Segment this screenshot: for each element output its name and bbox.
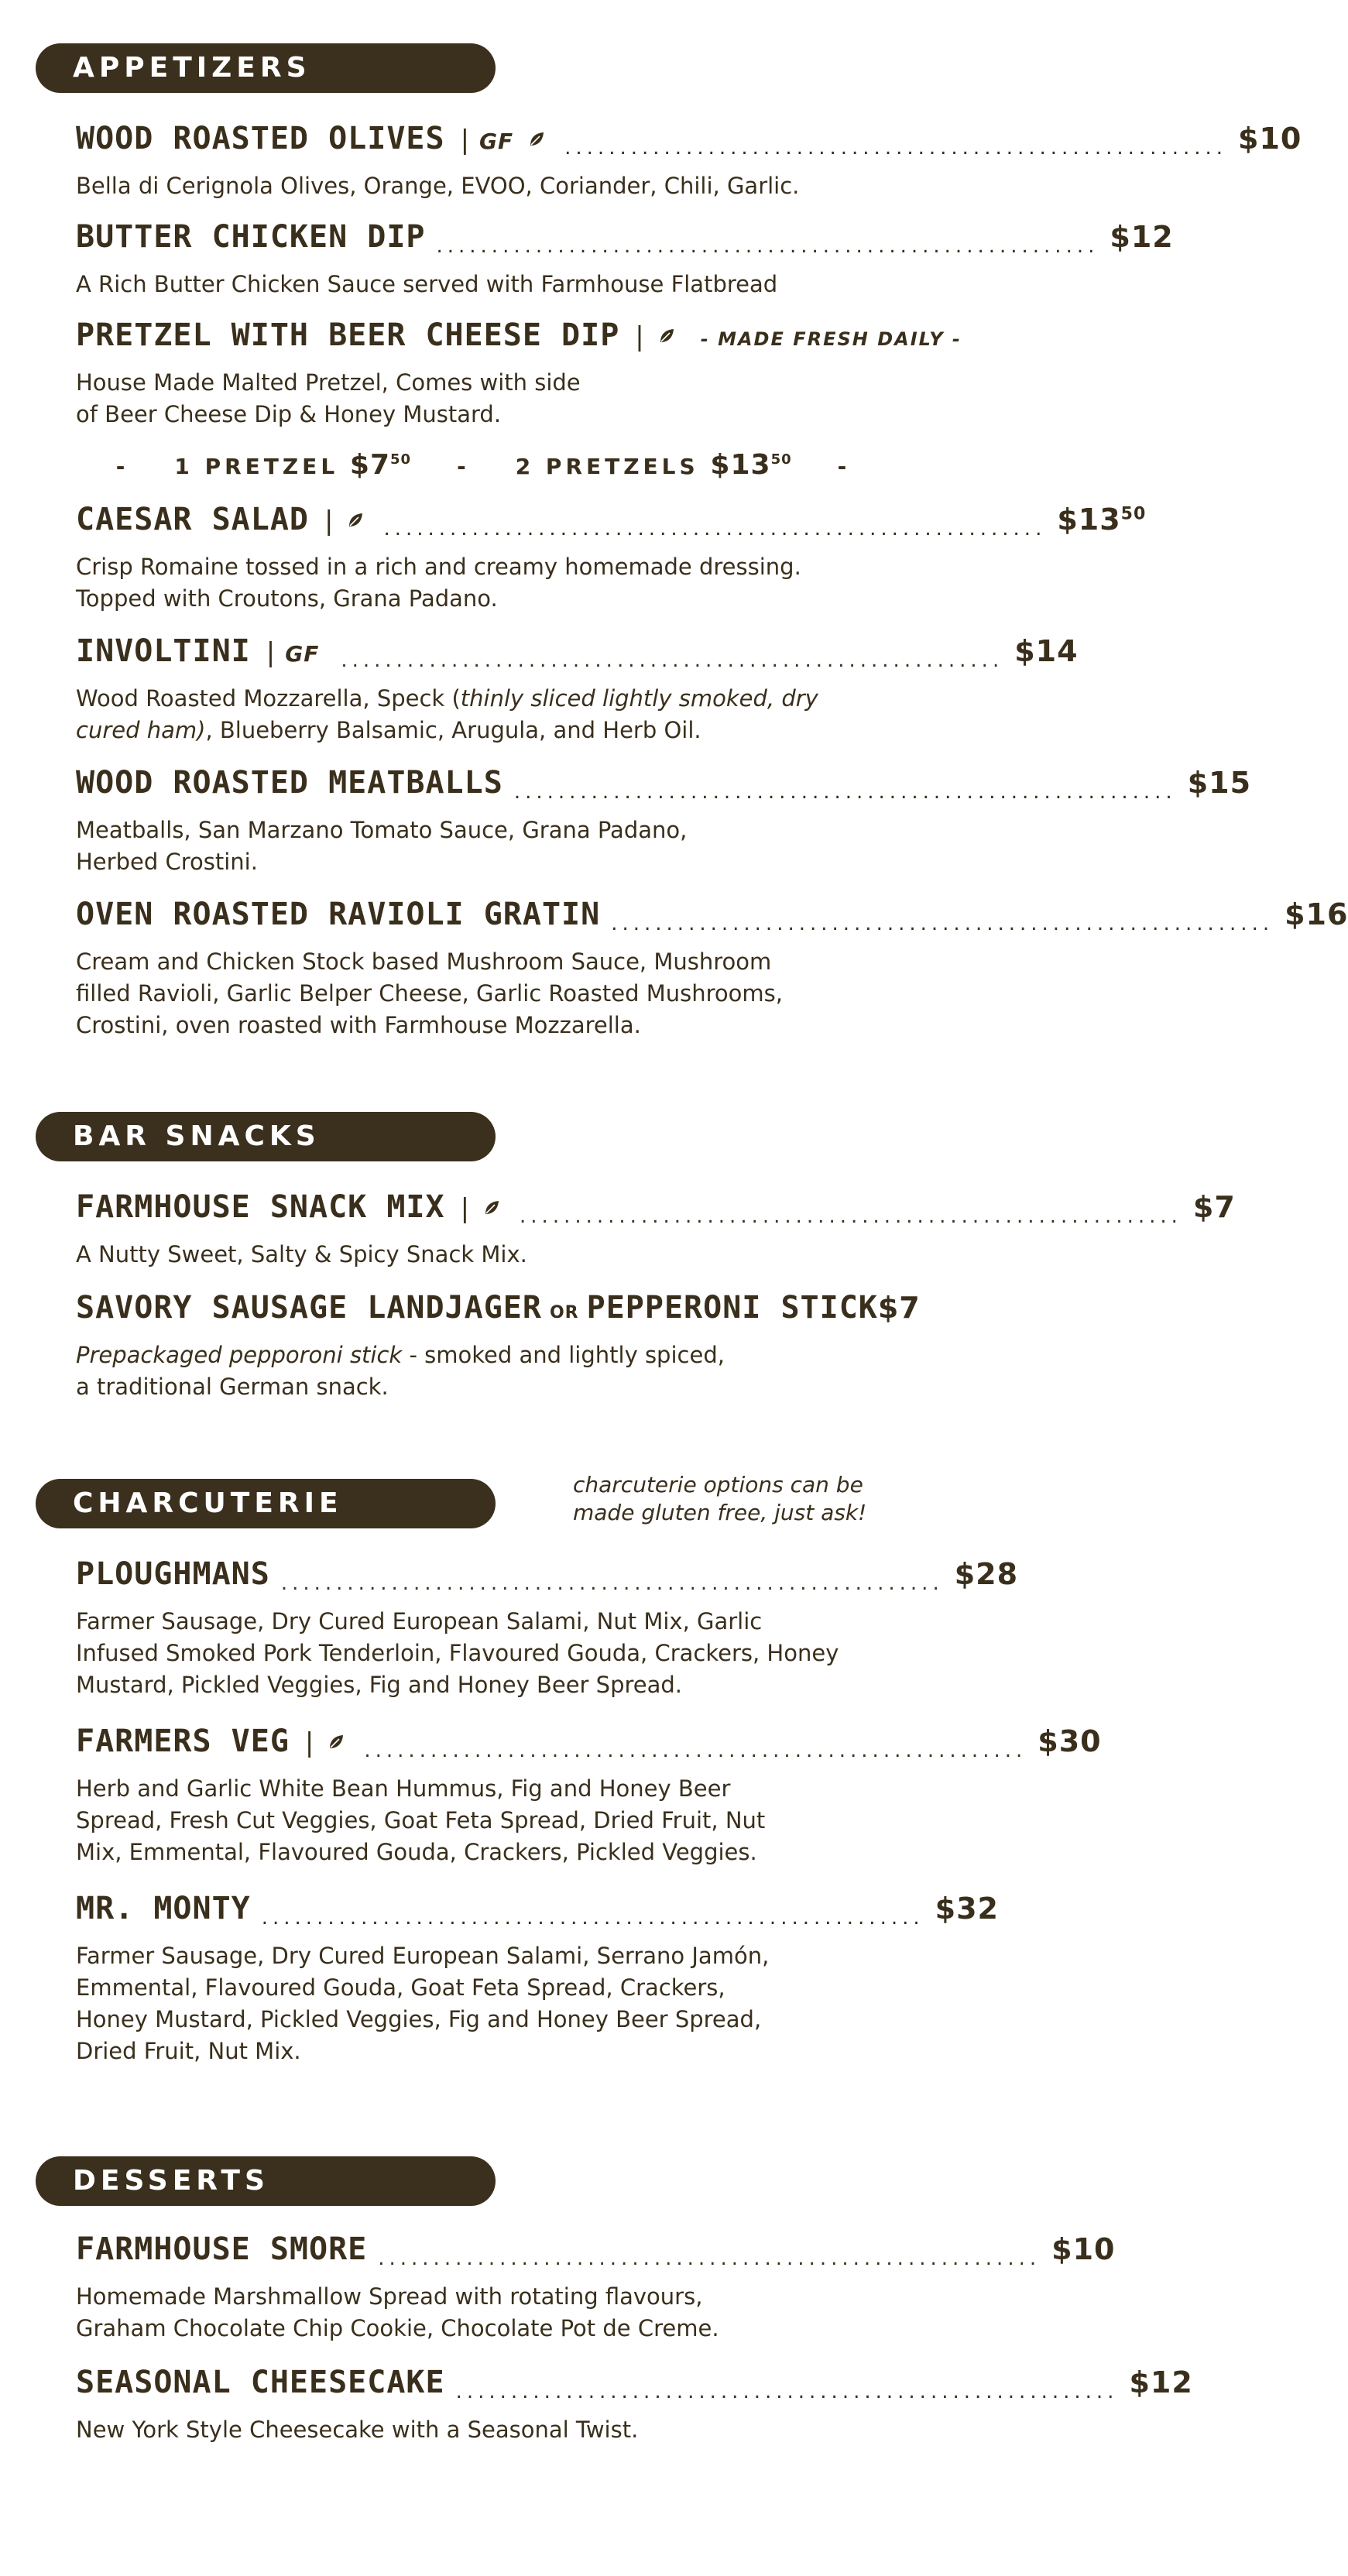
leaf-icon <box>657 327 676 345</box>
item-name: MR. MONTY <box>76 1891 251 1926</box>
separator: | <box>304 1727 315 1758</box>
description-line: Farmer Sausage, Dry Cured European Salami, Serrano Jamón, <box>76 1943 770 1969</box>
dot-leader: ............................................................ <box>611 912 1274 935</box>
gluten-free-note: charcuterie options can be made gluten free, just ask! <box>573 1472 867 1525</box>
option-price: $\$13^{50}$ <box>710 449 792 481</box>
leaf-icon <box>527 130 546 149</box>
section-header-charcuterie: CHARCUTERIE <box>36 1479 496 1528</box>
or-label: OR <box>549 1303 579 1322</box>
description-line: Prepackaged pepporoni stick - smoked and lightly spiced, <box>76 1342 725 1368</box>
description-line: Herbed Crostini. <box>76 849 258 875</box>
item-description <box>76 1773 890 1868</box>
menu-item-farmers-veg <box>76 1724 1102 1868</box>
dot-leader: ............................................................ <box>383 517 1047 540</box>
leaf-icon <box>482 1199 501 1217</box>
menu-item-seasonal-cheesecake <box>76 2365 1193 2446</box>
item-price: $10 <box>1051 2232 1116 2266</box>
item-description <box>76 551 890 615</box>
description-line: of Beer Cheese Dip & Honey Mustard. <box>76 401 502 427</box>
section-header-appetizers: APPETIZERS <box>36 43 496 93</box>
separator: | <box>460 1193 471 1224</box>
item-price: $12 <box>1110 220 1174 254</box>
description-line: cured ham), Blueberry Balsamic, Arugula, and Herb Oil. <box>76 717 701 743</box>
section-header-bar-snacks: BAR SNACKS <box>36 1112 496 1161</box>
description-line: Mix, Emmental, Flavoured Gouda, Crackers, Pickled Veggies. <box>76 1839 757 1865</box>
dot-leader: ............................................................ <box>513 780 1177 804</box>
separator: | <box>324 506 334 537</box>
dot-leader: ............................................................ <box>341 649 1004 672</box>
menu-item-farmhouse-smore <box>76 2231 1116 2344</box>
leaf-icon <box>327 1733 345 1751</box>
description-line: Crisp Romaine tossed in a rich and creamy homemade dressing. <box>76 554 801 580</box>
item-name: OVEN ROASTED RAVIOLI GRATIN <box>76 897 601 932</box>
description-line: filled Ravioli, Garlic Belper Cheese, Garlic Roasted Mushrooms, <box>76 980 783 1007</box>
description-line: House Made Malted Pretzel, Comes with side <box>76 369 581 396</box>
description-line: Dried Fruit, Nut Mix. <box>76 2038 301 2064</box>
dot-leader: ............................................................ <box>378 2247 1041 2270</box>
dot-leader: ............................................................ <box>364 1739 1027 1762</box>
item-name: INVOLTINI <box>76 633 251 669</box>
dot-leader: ............................................................ <box>280 1572 944 1595</box>
menu-item-mr-monty <box>76 1891 999 2067</box>
menu-item-butter-chicken-dip <box>76 219 1174 300</box>
leaf-icon <box>346 511 365 530</box>
item-description <box>76 1339 890 1403</box>
description-line: Cream and Chicken Stock based Mushroom Sauce, Mushroom <box>76 948 772 975</box>
dot-leader: ............................................................ <box>520 1205 1182 1228</box>
item-price: $7 <box>1192 1190 1236 1224</box>
item-name-alt: PEPPERONI STICK <box>586 1290 878 1326</box>
item-price: $7 <box>877 1291 921 1325</box>
description-line: Emmental, Flavoured Gouda, Goat Feta Spread, Crackers, <box>76 1974 725 2001</box>
item-price: $32 <box>935 1892 999 1926</box>
item-description <box>76 2281 890 2344</box>
item-description <box>76 946 890 1041</box>
menu-item-farmhouse-snack-mix <box>76 1189 1236 1271</box>
description-line: Graham Chocolate Chip Cookie, Chocolate Pot de Creme. <box>76 2315 719 2341</box>
description-line: Homemade Marshmallow Spread with rotating flavours, <box>76 2283 703 2310</box>
description-line: Wood Roasted Mozzarella, Speck (thinly sliced lightly smoked, dry <box>76 685 818 712</box>
item-price: $\$13^{50}$ <box>1057 503 1147 537</box>
separator: | <box>266 637 276 668</box>
item-name: WOOD ROASTED MEATBALLS <box>76 765 503 801</box>
item-description: A Nutty Sweet, Salty & Spicy Snack Mix. <box>76 1241 527 1267</box>
item-name: PLOUGHMANS <box>76 1556 270 1592</box>
item-price: $28 <box>954 1557 1019 1591</box>
item-description: New York Style Cheesecake with a Seasonal Twist. <box>76 2417 639 2443</box>
description-line: Meatballs, San Marzano Tomato Sauce, Grana Padano, <box>76 817 688 843</box>
menu-item-ploughmans <box>76 1556 1019 1701</box>
item-name: SAVORY SAUSAGE LANDJAGER <box>76 1290 542 1326</box>
pretzel-options: - 1 PRETZEL $\$7^{50}$ - 2 PRETZELS $\$13^{50}$ - <box>115 449 851 481</box>
description-line: a traditional German snack. <box>76 1374 389 1400</box>
separator: | <box>460 125 471 156</box>
item-price: $14 <box>1014 634 1079 668</box>
item-description <box>76 1940 890 2067</box>
dot-leader: ............................................................ <box>455 2380 1119 2403</box>
option-price: $\$7^{50}$ <box>349 449 412 481</box>
dot-leader: ............................................................ <box>564 136 1228 159</box>
item-description <box>76 367 890 430</box>
menu-item-caesar-salad <box>76 502 1147 615</box>
option-label: 2 PRETZELS <box>515 454 699 479</box>
separator: | <box>635 321 645 352</box>
description-line: Crostini, oven roasted with Farmhouse Mozzarella. <box>76 1012 641 1038</box>
item-name: FARMERS VEG <box>76 1724 290 1759</box>
description-line: Honey Mustard, Pickled Veggies, Fig and Honey Beer Spread, <box>76 2006 762 2032</box>
item-name: CAESAR SALAD <box>76 502 309 537</box>
item-name: BUTTER CHICKEN DIP <box>76 219 426 255</box>
description-line: Herb and Garlic White Bean Hummus, Fig and Honey Beer <box>76 1775 731 1802</box>
item-description: A Rich Butter Chicken Sauce served with Farmhouse Flatbread <box>76 271 778 297</box>
menu-item-wood-roasted-meatballs <box>76 765 1252 878</box>
section-header-desserts: DESSERTS <box>36 2156 496 2206</box>
dot-leader: ............................................................ <box>261 1906 924 1929</box>
item-name: PRETZEL WITH BEER CHEESE DIP <box>76 317 620 353</box>
item-name: WOOD ROASTED OLIVES <box>76 121 445 156</box>
description-line: Mustard, Pickled Veggies, Fig and Honey Beer Spread. <box>76 1672 683 1698</box>
description-line: Infused Smoked Pork Tenderloin, Flavoured Gouda, Crackers, Honey <box>76 1640 839 1666</box>
gf-tag: GF <box>479 129 514 154</box>
gf-tag: GF <box>285 641 320 667</box>
menu-item-wood-roasted-olives <box>76 121 1302 202</box>
item-name: SEASONAL CHEESECAKE <box>76 2365 445 2400</box>
description-line: Spread, Fresh Cut Veggies, Goat Feta Spread, Dried Fruit, Nut <box>76 1807 766 1833</box>
menu-item-oven-roasted-ravioli-gratin <box>76 897 1348 1041</box>
item-description <box>76 683 890 746</box>
item-price: $10 <box>1238 122 1302 156</box>
menu-item-landjager-or-pepperoni <box>76 1290 921 1403</box>
menu-item-pretzel <box>76 317 962 430</box>
menu-item-involtini <box>76 633 1079 746</box>
item-name: FARMHOUSE SNACK MIX <box>76 1189 445 1225</box>
item-price: $30 <box>1038 1724 1102 1758</box>
item-description <box>76 815 890 878</box>
item-description: Bella di Cerignola Olives, Orange, EVOO, Coriander, Chili, Garlic. <box>76 173 800 199</box>
dot-leader: ............................................................ <box>436 235 1099 258</box>
item-description <box>76 1606 890 1701</box>
item-price: $12 <box>1129 2365 1193 2399</box>
made-fresh-daily-note: - MADE FRESH DAILY - <box>700 328 962 350</box>
item-price: $15 <box>1187 766 1252 800</box>
item-price: $16 <box>1285 897 1348 931</box>
description-line: Topped with Croutons, Grana Padano. <box>76 585 498 612</box>
item-name: FARMHOUSE SMORE <box>76 2231 368 2267</box>
option-label: 1 PRETZEL <box>174 454 339 479</box>
description-line: Farmer Sausage, Dry Cured European Salami, Nut Mix, Garlic <box>76 1608 763 1634</box>
